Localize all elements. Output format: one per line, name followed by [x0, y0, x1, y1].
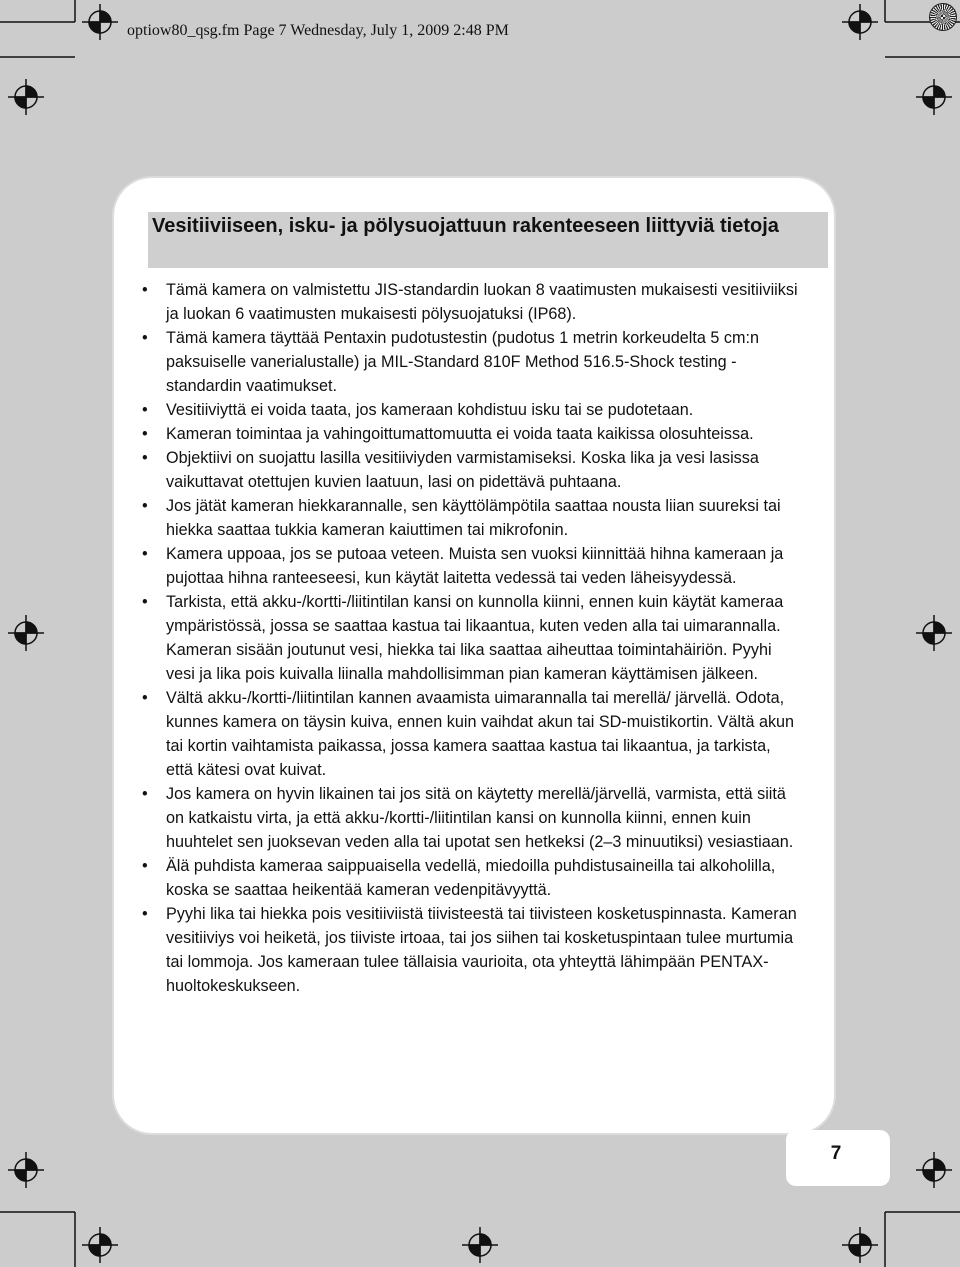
list-item: • Pyyhi lika tai hiekka pois vesitiiviistä tiivisteestä tai tiivisteen kosketuspinnasta. Kameran vesitiiviys voi heiketä, jos tiiviste irtoaa, tai jos siihen tai kosketuspintaan tulee murtumia tai lommoja. Jos kameraan tulee tällaisia vaurioita, ota yhteyttä lähimpään PENTAX-huoltokeskukseen.: [140, 902, 800, 998]
list-item: • Tarkista, että akku-/kortti-/liitintilan kansi on kunnolla kiinni, ennen kuin käytät kameraa ympäristössä, jossa se saattaa kastua tai likaantua, kuten veden alla tai uimarannalla. Kameran sisään joutunut vesi, hiekka tai lika saattaa aiheuttaa toimintahäiriön. Pyyhi vesi ja lika pois kuivalla liinalla mahdollisimman pian kameran käyttämisen jälkeen.: [140, 590, 800, 686]
list-item: • Objektiivi on suojattu lasilla vesitiiviyden varmistamiseksi. Koska lika ja vesi lasissa vaikuttavat otettujen kuvien laatuun, lasi on pidettävä puhtaana.: [140, 446, 800, 494]
bullet-list: [140, 278, 800, 998]
print-header: optiow80_qsg.fm Page 7 Wednesday, July 1, 2009 2:48 PM: [127, 22, 509, 39]
list-item: • Kameran toimintaa ja vahingoittumattomuutta ei voida taata kaikissa olosuhteissa.: [140, 422, 800, 446]
page-number: 7: [830, 1143, 842, 1164]
color-wheel-mark: [929, 3, 957, 31]
list-item: • Jos jätät kameran hiekkarannalle, sen käyttölämpötila saattaa nousta liian suureksi tai hiekka saattaa tukkia kameran kaiuttimen tai mikrofonin.: [140, 494, 800, 542]
list-item: • Vesitiiviyttä ei voida taata, jos kameraan kohdistuu isku tai se pudotetaan.: [140, 398, 800, 422]
list-item: • Jos kamera on hyvin likainen tai jos sitä on käytetty merellä/järvellä, varmista, että siitä on katkaistu virta, ja että akku-/kortti-/liitintilan kansi on kunnolla kiinni, ennen kuin huuhtelet sen juoksevan veden alla tai upotat sen hetkeksi (2–3 minuutiksi) vesiastiaan.: [140, 782, 800, 854]
list-item: • Kamera uppoaa, jos se putoaa veteen. Muista sen vuoksi kiinnittää hihna kameraan ja pujottaa hihna ranteeseesi, kun käytät laitetta vedessä tai veden läheisyydessä.: [140, 542, 800, 590]
list-item: • Tämä kamera on valmistettu JIS-standardin luokan 8 vaatimusten mukaisesti vesitiiviiksi ja luokan 6 vaatimusten mukaisesti pölysuojatuksi (IP68).: [140, 278, 800, 326]
list-item: • Vältä akku-/kortti-/liitintilan kannen avaamista uimarannalla tai merellä/ järvellä. Odota, kunnes kamera on täysin kuiva, ennen kuin vaihdat akun tai SD-muistikortin. Vältä akun tai kortin vaihtamista paikassa, jossa kamera saattaa kastua tai likaantua, ja tarkista, että kätesi ovat kuivat.: [140, 686, 800, 782]
list-item: • Tämä kamera täyttää Pentaxin pudotustestin (pudotus 1 metrin korkeudelta 5 cm:n paksuiselle vanerialustalle) ja MIL-Standard 810F Method 516.5-Shock testing -standardin vaatimukset.: [140, 326, 800, 398]
section-title: Vesitiiviiseen, isku- ja pölysuojattuun rakenteeseen liittyviä tietoja: [152, 215, 779, 237]
list-item: • Älä puhdista kameraa saippuaisella vedellä, miedoilla puhdistusaineilla tai alkoholilla, koska se saattaa heikentää kameran vedenpitävyyttä.: [140, 854, 800, 902]
